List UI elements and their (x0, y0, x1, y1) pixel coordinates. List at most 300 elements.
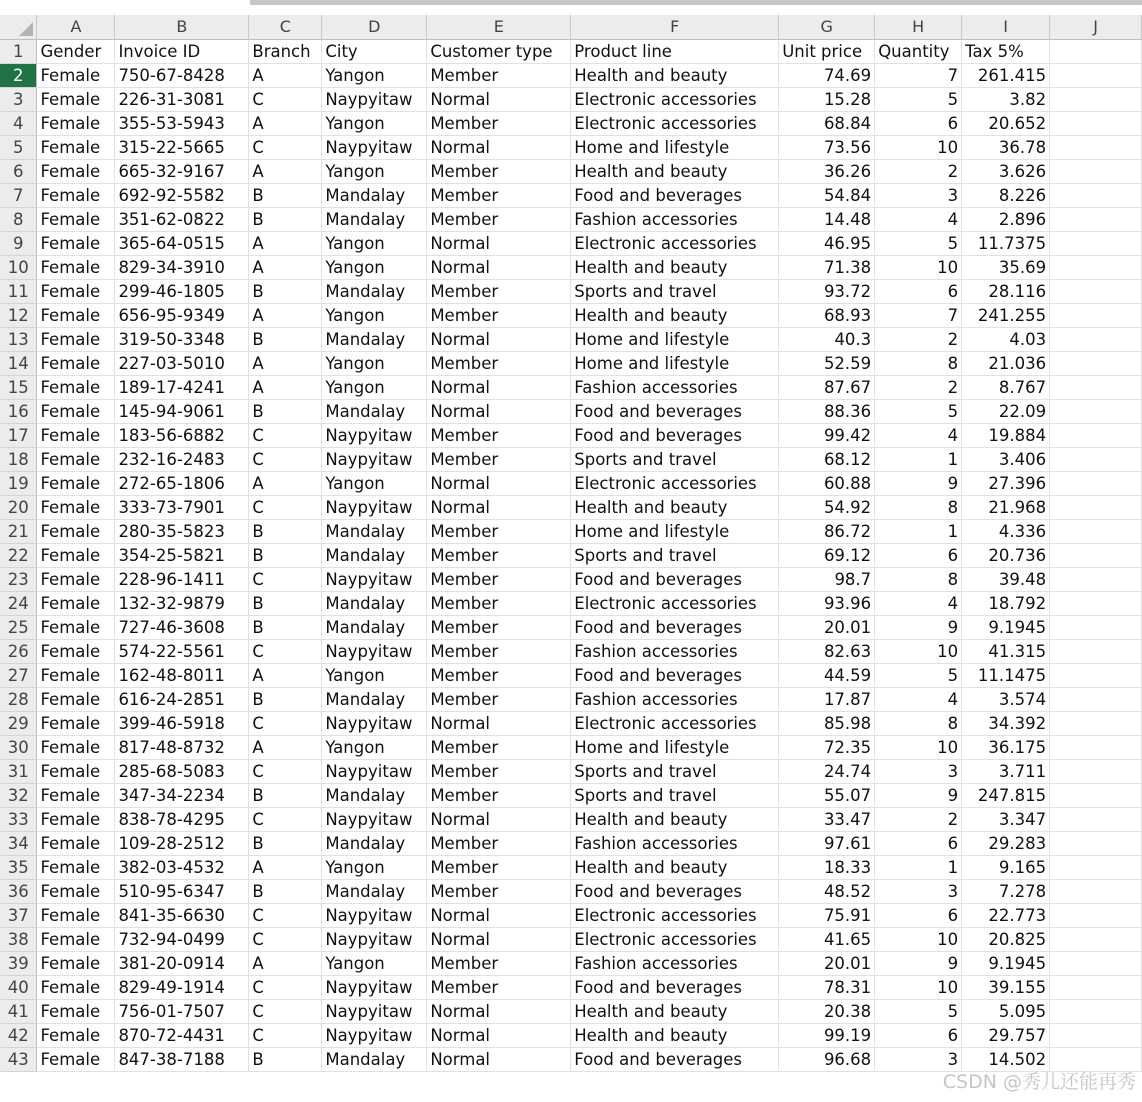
cell-a32[interactable]: Female (37, 783, 115, 807)
cell-e43[interactable]: Normal (427, 1047, 571, 1071)
row-header-2[interactable]: 2 (0, 63, 37, 87)
row-header-19[interactable]: 19 (0, 471, 37, 495)
cell-b2[interactable]: 750-67-8428 (115, 63, 249, 87)
cell-a23[interactable]: Female (37, 567, 115, 591)
cell-d6[interactable]: Yangon (322, 159, 427, 183)
column-header-i[interactable]: I (962, 15, 1050, 39)
cell-c33[interactable]: C (249, 807, 322, 831)
cell-d35[interactable]: Yangon (322, 855, 427, 879)
cell-d31[interactable]: Naypyitaw (322, 759, 427, 783)
cell-h20[interactable]: 8 (875, 495, 962, 519)
cell-g20[interactable]: 54.92 (779, 495, 875, 519)
cell-d15[interactable]: Yangon (322, 375, 427, 399)
cell-a30[interactable]: Female (37, 735, 115, 759)
cell-g43[interactable]: 96.68 (779, 1047, 875, 1071)
cell-h10[interactable]: 10 (875, 255, 962, 279)
cell-g37[interactable]: 75.91 (779, 903, 875, 927)
cell-c23[interactable]: C (249, 567, 322, 591)
cell-j21[interactable] (1050, 519, 1142, 543)
cell-c22[interactable]: B (249, 543, 322, 567)
cell-f40[interactable]: Food and beverages (571, 975, 779, 999)
cell-b19[interactable]: 272-65-1806 (115, 471, 249, 495)
cell-c31[interactable]: C (249, 759, 322, 783)
cell-f29[interactable]: Electronic accessories (571, 711, 779, 735)
row-header-35[interactable]: 35 (0, 855, 37, 879)
cell-a10[interactable]: Female (37, 255, 115, 279)
cell-e37[interactable]: Normal (427, 903, 571, 927)
cell-d7[interactable]: Mandalay (322, 183, 427, 207)
cell-h37[interactable]: 6 (875, 903, 962, 927)
cell-h16[interactable]: 5 (875, 399, 962, 423)
cell-b11[interactable]: 299-46-1805 (115, 279, 249, 303)
cell-i15[interactable]: 8.767 (962, 375, 1050, 399)
cell-f5[interactable]: Home and lifestyle (571, 135, 779, 159)
cell-f39[interactable]: Fashion accessories (571, 951, 779, 975)
cell-i8[interactable]: 2.896 (962, 207, 1050, 231)
cell-g30[interactable]: 72.35 (779, 735, 875, 759)
cell-f32[interactable]: Sports and travel (571, 783, 779, 807)
cell-d41[interactable]: Naypyitaw (322, 999, 427, 1023)
cell-c41[interactable]: C (249, 999, 322, 1023)
row-header-31[interactable]: 31 (0, 759, 37, 783)
cell-g40[interactable]: 78.31 (779, 975, 875, 999)
cell-a31[interactable]: Female (37, 759, 115, 783)
cell-f38[interactable]: Electronic accessories (571, 927, 779, 951)
cell-j13[interactable] (1050, 327, 1142, 351)
cell-f8[interactable]: Fashion accessories (571, 207, 779, 231)
column-header-b[interactable]: B (115, 15, 249, 39)
cell-g18[interactable]: 68.12 (779, 447, 875, 471)
row-header-42[interactable]: 42 (0, 1023, 37, 1047)
cell-j39[interactable] (1050, 951, 1142, 975)
cell-a19[interactable]: Female (37, 471, 115, 495)
cell-d11[interactable]: Mandalay (322, 279, 427, 303)
cell-d37[interactable]: Naypyitaw (322, 903, 427, 927)
cell-i40[interactable]: 39.155 (962, 975, 1050, 999)
cell-g22[interactable]: 69.12 (779, 543, 875, 567)
cell-b42[interactable]: 870-72-4431 (115, 1023, 249, 1047)
cell-j38[interactable] (1050, 927, 1142, 951)
cell-j17[interactable] (1050, 423, 1142, 447)
cell-g34[interactable]: 97.61 (779, 831, 875, 855)
cell-i18[interactable]: 3.406 (962, 447, 1050, 471)
cell-c30[interactable]: A (249, 735, 322, 759)
row-header-9[interactable]: 9 (0, 231, 37, 255)
cell-j7[interactable] (1050, 183, 1142, 207)
cell-f25[interactable]: Food and beverages (571, 615, 779, 639)
cell-b14[interactable]: 227-03-5010 (115, 351, 249, 375)
cell-e9[interactable]: Normal (427, 231, 571, 255)
cell-i37[interactable]: 22.773 (962, 903, 1050, 927)
cell-h12[interactable]: 7 (875, 303, 962, 327)
cell-g24[interactable]: 93.96 (779, 591, 875, 615)
cell-a21[interactable]: Female (37, 519, 115, 543)
row-header-15[interactable]: 15 (0, 375, 37, 399)
cell-a20[interactable]: Female (37, 495, 115, 519)
cell-d4[interactable]: Yangon (322, 111, 427, 135)
cell-d27[interactable]: Yangon (322, 663, 427, 687)
cell-d13[interactable]: Mandalay (322, 327, 427, 351)
cell-i13[interactable]: 4.03 (962, 327, 1050, 351)
cell-b21[interactable]: 280-35-5823 (115, 519, 249, 543)
cell-j36[interactable] (1050, 879, 1142, 903)
cell-j10[interactable] (1050, 255, 1142, 279)
cell-j31[interactable] (1050, 759, 1142, 783)
row-header-25[interactable]: 25 (0, 615, 37, 639)
cell-b6[interactable]: 665-32-9167 (115, 159, 249, 183)
cell-e25[interactable]: Member (427, 615, 571, 639)
cell-b16[interactable]: 145-94-9061 (115, 399, 249, 423)
cell-c32[interactable]: B (249, 783, 322, 807)
cell-j18[interactable] (1050, 447, 1142, 471)
column-header-h[interactable]: H (875, 15, 962, 39)
cell-c34[interactable]: B (249, 831, 322, 855)
row-header-3[interactable]: 3 (0, 87, 37, 111)
cell-i4[interactable]: 20.652 (962, 111, 1050, 135)
row-header-36[interactable]: 36 (0, 879, 37, 903)
cell-i23[interactable]: 39.48 (962, 567, 1050, 591)
cell-h1[interactable]: Quantity (875, 39, 962, 63)
cell-d10[interactable]: Yangon (322, 255, 427, 279)
cell-a27[interactable]: Female (37, 663, 115, 687)
row-header-5[interactable]: 5 (0, 135, 37, 159)
row-header-16[interactable]: 16 (0, 399, 37, 423)
cell-j27[interactable] (1050, 663, 1142, 687)
cell-e14[interactable]: Member (427, 351, 571, 375)
cell-d14[interactable]: Yangon (322, 351, 427, 375)
cell-j26[interactable] (1050, 639, 1142, 663)
cell-i35[interactable]: 9.165 (962, 855, 1050, 879)
cell-a25[interactable]: Female (37, 615, 115, 639)
column-header-e[interactable]: E (427, 15, 571, 39)
cell-e38[interactable]: Normal (427, 927, 571, 951)
cell-a24[interactable]: Female (37, 591, 115, 615)
cell-e21[interactable]: Member (427, 519, 571, 543)
cell-g33[interactable]: 33.47 (779, 807, 875, 831)
cell-b20[interactable]: 333-73-7901 (115, 495, 249, 519)
cell-h27[interactable]: 5 (875, 663, 962, 687)
column-header-j[interactable]: J (1050, 15, 1142, 39)
cell-d8[interactable]: Mandalay (322, 207, 427, 231)
cell-h4[interactable]: 6 (875, 111, 962, 135)
cell-j16[interactable] (1050, 399, 1142, 423)
cell-g5[interactable]: 73.56 (779, 135, 875, 159)
cell-e29[interactable]: Normal (427, 711, 571, 735)
cell-h28[interactable]: 4 (875, 687, 962, 711)
row-header-8[interactable]: 8 (0, 207, 37, 231)
row-header-22[interactable]: 22 (0, 543, 37, 567)
cell-g26[interactable]: 82.63 (779, 639, 875, 663)
cell-g35[interactable]: 18.33 (779, 855, 875, 879)
cell-h38[interactable]: 10 (875, 927, 962, 951)
cell-g13[interactable]: 40.3 (779, 327, 875, 351)
cell-j15[interactable] (1050, 375, 1142, 399)
cell-e33[interactable]: Normal (427, 807, 571, 831)
cell-c38[interactable]: C (249, 927, 322, 951)
cell-h43[interactable]: 3 (875, 1047, 962, 1071)
cell-g36[interactable]: 48.52 (779, 879, 875, 903)
cell-h7[interactable]: 3 (875, 183, 962, 207)
cell-i12[interactable]: 241.255 (962, 303, 1050, 327)
cell-e3[interactable]: Normal (427, 87, 571, 111)
cell-j28[interactable] (1050, 687, 1142, 711)
cell-i29[interactable]: 34.392 (962, 711, 1050, 735)
row-header-38[interactable]: 38 (0, 927, 37, 951)
cell-f24[interactable]: Electronic accessories (571, 591, 779, 615)
row-header-34[interactable]: 34 (0, 831, 37, 855)
column-header-a[interactable]: A (37, 15, 115, 39)
cell-c36[interactable]: B (249, 879, 322, 903)
row-header-29[interactable]: 29 (0, 711, 37, 735)
cell-g11[interactable]: 93.72 (779, 279, 875, 303)
cell-f42[interactable]: Health and beauty (571, 1023, 779, 1047)
cell-g4[interactable]: 68.84 (779, 111, 875, 135)
row-header-13[interactable]: 13 (0, 327, 37, 351)
cell-b7[interactable]: 692-92-5582 (115, 183, 249, 207)
cell-e12[interactable]: Member (427, 303, 571, 327)
cell-b27[interactable]: 162-48-8011 (115, 663, 249, 687)
cell-f34[interactable]: Fashion accessories (571, 831, 779, 855)
cell-a40[interactable]: Female (37, 975, 115, 999)
cell-b35[interactable]: 382-03-4532 (115, 855, 249, 879)
cell-b5[interactable]: 315-22-5665 (115, 135, 249, 159)
cell-h39[interactable]: 9 (875, 951, 962, 975)
cell-g39[interactable]: 20.01 (779, 951, 875, 975)
cell-h36[interactable]: 3 (875, 879, 962, 903)
cell-g9[interactable]: 46.95 (779, 231, 875, 255)
cell-h14[interactable]: 8 (875, 351, 962, 375)
row-header-11[interactable]: 11 (0, 279, 37, 303)
cell-e7[interactable]: Member (427, 183, 571, 207)
cell-f12[interactable]: Health and beauty (571, 303, 779, 327)
cell-h30[interactable]: 10 (875, 735, 962, 759)
cell-d12[interactable]: Yangon (322, 303, 427, 327)
cell-g42[interactable]: 99.19 (779, 1023, 875, 1047)
cell-e11[interactable]: Member (427, 279, 571, 303)
row-header-6[interactable]: 6 (0, 159, 37, 183)
cell-c14[interactable]: A (249, 351, 322, 375)
cell-h29[interactable]: 8 (875, 711, 962, 735)
cell-b3[interactable]: 226-31-3081 (115, 87, 249, 111)
cell-d42[interactable]: Naypyitaw (322, 1023, 427, 1047)
cell-b40[interactable]: 829-49-1914 (115, 975, 249, 999)
cell-j41[interactable] (1050, 999, 1142, 1023)
cell-b41[interactable]: 756-01-7507 (115, 999, 249, 1023)
cell-i28[interactable]: 3.574 (962, 687, 1050, 711)
cell-f41[interactable]: Health and beauty (571, 999, 779, 1023)
cell-d19[interactable]: Yangon (322, 471, 427, 495)
cell-c20[interactable]: C (249, 495, 322, 519)
cell-d25[interactable]: Mandalay (322, 615, 427, 639)
cell-c9[interactable]: A (249, 231, 322, 255)
cell-c25[interactable]: B (249, 615, 322, 639)
cell-b37[interactable]: 841-35-6630 (115, 903, 249, 927)
cell-d3[interactable]: Naypyitaw (322, 87, 427, 111)
cell-d28[interactable]: Mandalay (322, 687, 427, 711)
cell-h31[interactable]: 3 (875, 759, 962, 783)
cell-h19[interactable]: 9 (875, 471, 962, 495)
cell-e22[interactable]: Member (427, 543, 571, 567)
row-header-10[interactable]: 10 (0, 255, 37, 279)
cell-b23[interactable]: 228-96-1411 (115, 567, 249, 591)
cell-a41[interactable]: Female (37, 999, 115, 1023)
cell-b13[interactable]: 319-50-3348 (115, 327, 249, 351)
cell-e18[interactable]: Member (427, 447, 571, 471)
cell-c18[interactable]: C (249, 447, 322, 471)
row-header-18[interactable]: 18 (0, 447, 37, 471)
cell-h32[interactable]: 9 (875, 783, 962, 807)
cell-b17[interactable]: 183-56-6882 (115, 423, 249, 447)
cell-h18[interactable]: 1 (875, 447, 962, 471)
cell-e39[interactable]: Member (427, 951, 571, 975)
cell-i2[interactable]: 261.415 (962, 63, 1050, 87)
cell-j40[interactable] (1050, 975, 1142, 999)
cell-g27[interactable]: 44.59 (779, 663, 875, 687)
cell-a22[interactable]: Female (37, 543, 115, 567)
cell-f30[interactable]: Home and lifestyle (571, 735, 779, 759)
cell-a34[interactable]: Female (37, 831, 115, 855)
cell-a39[interactable]: Female (37, 951, 115, 975)
cell-g25[interactable]: 20.01 (779, 615, 875, 639)
cell-c5[interactable]: C (249, 135, 322, 159)
cell-j12[interactable] (1050, 303, 1142, 327)
cell-h9[interactable]: 5 (875, 231, 962, 255)
cell-e41[interactable]: Normal (427, 999, 571, 1023)
column-header-d[interactable]: D (322, 15, 427, 39)
cell-a18[interactable]: Female (37, 447, 115, 471)
cell-c42[interactable]: C (249, 1023, 322, 1047)
cell-a16[interactable]: Female (37, 399, 115, 423)
cell-e19[interactable]: Normal (427, 471, 571, 495)
cell-f17[interactable]: Food and beverages (571, 423, 779, 447)
cell-a17[interactable]: Female (37, 423, 115, 447)
cell-f20[interactable]: Health and beauty (571, 495, 779, 519)
cell-a5[interactable]: Female (37, 135, 115, 159)
cell-c35[interactable]: A (249, 855, 322, 879)
cell-d32[interactable]: Mandalay (322, 783, 427, 807)
cell-g12[interactable]: 68.93 (779, 303, 875, 327)
row-header-21[interactable]: 21 (0, 519, 37, 543)
cell-d21[interactable]: Mandalay (322, 519, 427, 543)
cell-h8[interactable]: 4 (875, 207, 962, 231)
row-header-28[interactable]: 28 (0, 687, 37, 711)
cell-b30[interactable]: 817-48-8732 (115, 735, 249, 759)
cell-a33[interactable]: Female (37, 807, 115, 831)
cell-c37[interactable]: C (249, 903, 322, 927)
cell-h2[interactable]: 7 (875, 63, 962, 87)
cell-i17[interactable]: 19.884 (962, 423, 1050, 447)
cell-f31[interactable]: Sports and travel (571, 759, 779, 783)
cell-e30[interactable]: Member (427, 735, 571, 759)
cell-f21[interactable]: Home and lifestyle (571, 519, 779, 543)
cell-a28[interactable]: Female (37, 687, 115, 711)
cell-h25[interactable]: 9 (875, 615, 962, 639)
cell-c2[interactable]: A (249, 63, 322, 87)
spreadsheet-grid[interactable] (0, 15, 1142, 1072)
cell-a4[interactable]: Female (37, 111, 115, 135)
cell-g38[interactable]: 41.65 (779, 927, 875, 951)
cell-h13[interactable]: 2 (875, 327, 962, 351)
cell-d34[interactable]: Mandalay (322, 831, 427, 855)
cell-j1[interactable] (1050, 39, 1142, 63)
cell-f43[interactable]: Food and beverages (571, 1047, 779, 1071)
cell-e5[interactable]: Normal (427, 135, 571, 159)
cell-f10[interactable]: Health and beauty (571, 255, 779, 279)
cell-a11[interactable]: Female (37, 279, 115, 303)
cell-d30[interactable]: Yangon (322, 735, 427, 759)
cell-j42[interactable] (1050, 1023, 1142, 1047)
cell-b31[interactable]: 285-68-5083 (115, 759, 249, 783)
cell-j29[interactable] (1050, 711, 1142, 735)
cell-c10[interactable]: A (249, 255, 322, 279)
cell-i36[interactable]: 7.278 (962, 879, 1050, 903)
cell-e15[interactable]: Normal (427, 375, 571, 399)
cell-i5[interactable]: 36.78 (962, 135, 1050, 159)
cell-h23[interactable]: 8 (875, 567, 962, 591)
cell-j24[interactable] (1050, 591, 1142, 615)
cell-f1[interactable]: Product line (571, 39, 779, 63)
cell-e1[interactable]: Customer type (427, 39, 571, 63)
cell-f23[interactable]: Food and beverages (571, 567, 779, 591)
cell-g15[interactable]: 87.67 (779, 375, 875, 399)
cell-j11[interactable] (1050, 279, 1142, 303)
cell-g23[interactable]: 98.7 (779, 567, 875, 591)
cell-j4[interactable] (1050, 111, 1142, 135)
cell-i1[interactable]: Tax 5% (962, 39, 1050, 63)
cell-j3[interactable] (1050, 87, 1142, 111)
cell-f14[interactable]: Home and lifestyle (571, 351, 779, 375)
row-header-27[interactable]: 27 (0, 663, 37, 687)
cell-c15[interactable]: A (249, 375, 322, 399)
cell-i6[interactable]: 3.626 (962, 159, 1050, 183)
cell-j33[interactable] (1050, 807, 1142, 831)
cell-e27[interactable]: Member (427, 663, 571, 687)
cell-g10[interactable]: 71.38 (779, 255, 875, 279)
cell-c1[interactable]: Branch (249, 39, 322, 63)
cell-b15[interactable]: 189-17-4241 (115, 375, 249, 399)
cell-e24[interactable]: Member (427, 591, 571, 615)
cell-i24[interactable]: 18.792 (962, 591, 1050, 615)
cell-i19[interactable]: 27.396 (962, 471, 1050, 495)
cell-b22[interactable]: 354-25-5821 (115, 543, 249, 567)
cell-c43[interactable]: B (249, 1047, 322, 1071)
cell-j32[interactable] (1050, 783, 1142, 807)
cell-i7[interactable]: 8.226 (962, 183, 1050, 207)
cell-i27[interactable]: 11.1475 (962, 663, 1050, 687)
cell-a13[interactable]: Female (37, 327, 115, 351)
cell-h5[interactable]: 10 (875, 135, 962, 159)
cell-d39[interactable]: Yangon (322, 951, 427, 975)
cell-c40[interactable]: C (249, 975, 322, 999)
cell-c27[interactable]: A (249, 663, 322, 687)
cell-f27[interactable]: Food and beverages (571, 663, 779, 687)
cell-b18[interactable]: 232-16-2483 (115, 447, 249, 471)
cell-c12[interactable]: A (249, 303, 322, 327)
cell-j19[interactable] (1050, 471, 1142, 495)
cell-f19[interactable]: Electronic accessories (571, 471, 779, 495)
cell-j34[interactable] (1050, 831, 1142, 855)
cell-j8[interactable] (1050, 207, 1142, 231)
cell-i25[interactable]: 9.1945 (962, 615, 1050, 639)
row-header-7[interactable]: 7 (0, 183, 37, 207)
cell-a29[interactable]: Female (37, 711, 115, 735)
row-header-14[interactable]: 14 (0, 351, 37, 375)
cell-c13[interactable]: B (249, 327, 322, 351)
cell-a1[interactable]: Gender (37, 39, 115, 63)
cell-c17[interactable]: C (249, 423, 322, 447)
cell-d1[interactable]: City (322, 39, 427, 63)
cell-d5[interactable]: Naypyitaw (322, 135, 427, 159)
